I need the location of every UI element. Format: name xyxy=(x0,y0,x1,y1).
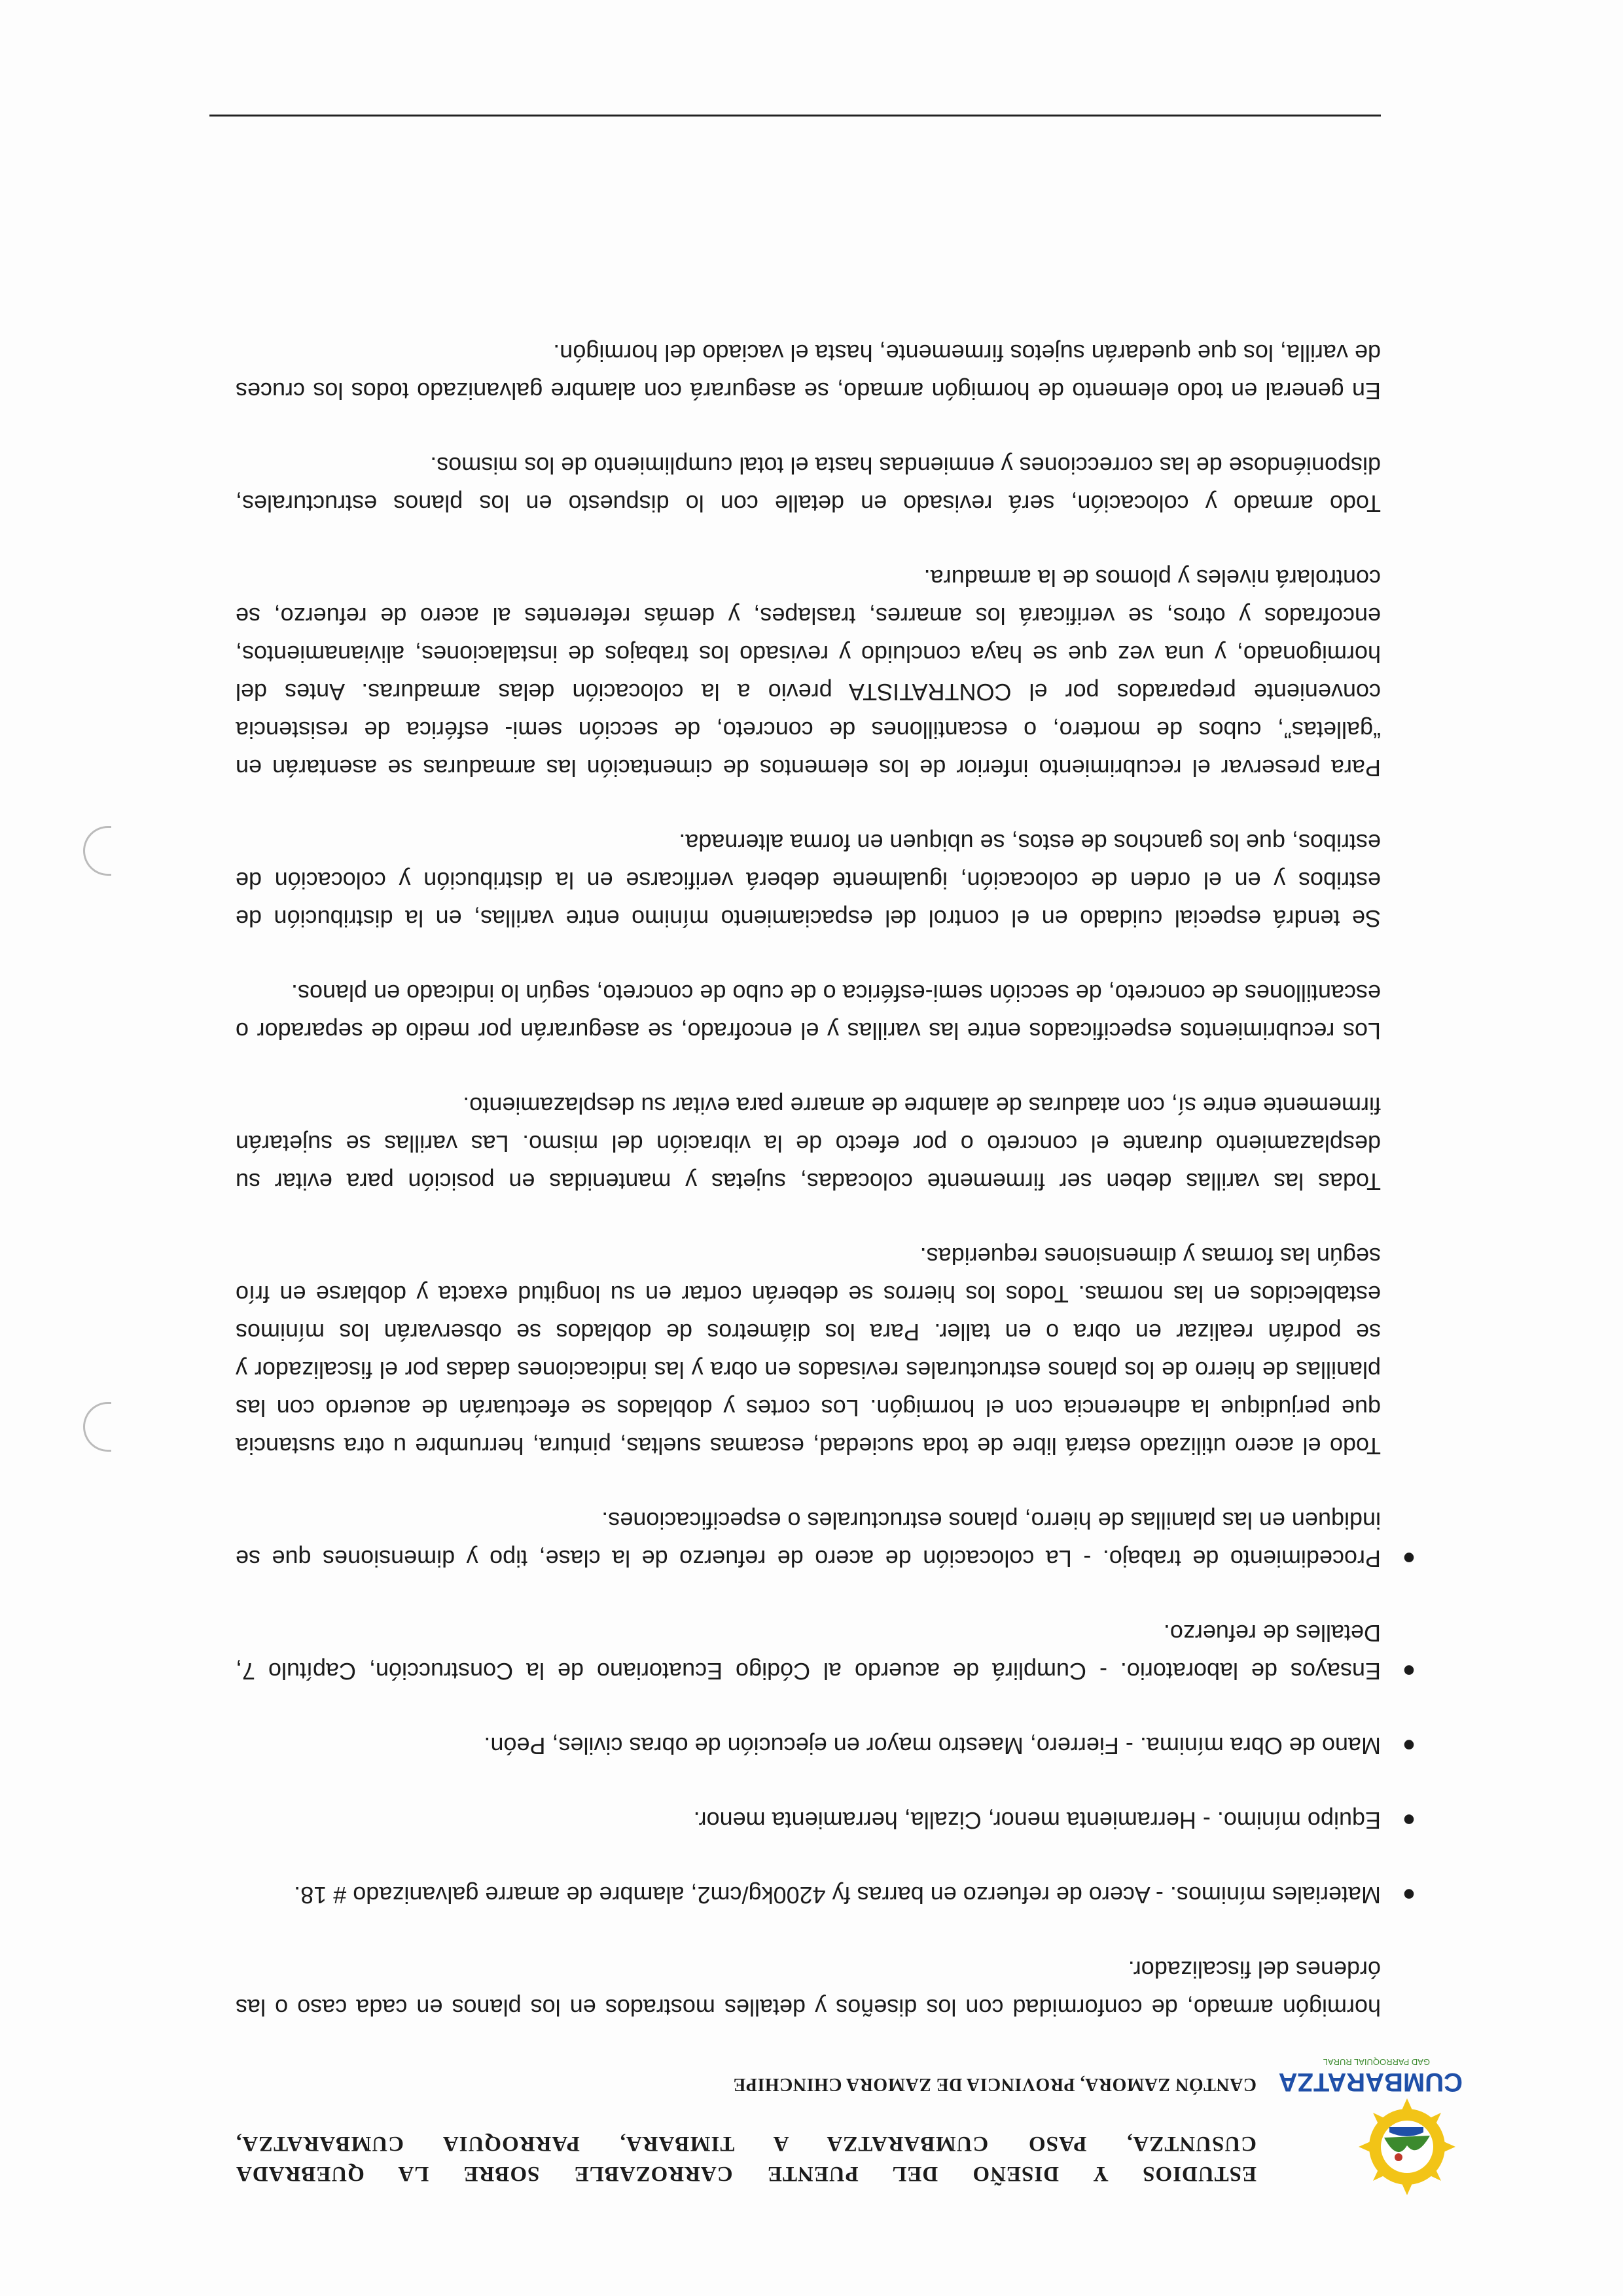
paragraph: Todas las varillas deben ser firmemente colocadas, sujetas y mantenidas en posición para evitar su desplazamiento durante el concreto o por efecto de la vibración del mismo. Las varillas se sujetarán firmemente entre sí, con ataduras de alambre de amarre para evitar su desplazamiento. xyxy=(236,1092,1381,1195)
list-item xyxy=(236,1876,1416,1914)
list-item xyxy=(236,1801,1416,1839)
specification-body xyxy=(236,297,1416,2026)
binder-hole xyxy=(83,826,111,876)
project-title-line-1: ESTUDIOS Y DISEÑO DEL PUENTE CARROZABLE SOBRE LA QUEBRADA xyxy=(236,2162,1257,2185)
paragraph: Los recubrimientos especificados entre las varillas y el encofrado, se asegurarán por medio de separador o escantillones de concreto, de sección semi-esférica o de cubo de concreto, según lo indicado en planos. xyxy=(236,980,1381,1045)
sun-emblem-icon xyxy=(1359,2098,1455,2195)
paragraph: Para preservar el recubrimiento inferior de los elementos de cimentación las armaduras se asentarán en “galletas”, cubos de mortero, o escantillones de concreto, de sección semi- esférica de resistencia conveniente preparados por el CONTRATISTA previo a la colocación delas armaduras. Antes del hormigonado, y una vez que se haya concluido y revisado los trabajos de instalaciones, alivianamientos, encofrados y otros, se verificará los amarres, traslapes, y demás referentes al acero de refuerzo, se controlará niveles y plomos de la armadura. xyxy=(236,565,1381,781)
document-header xyxy=(226,2034,1469,2198)
binder-hole xyxy=(83,1402,111,1452)
bullet-icon: ● xyxy=(1402,1659,1416,1683)
list-item xyxy=(236,1727,1416,1765)
list-item xyxy=(236,1501,1416,1577)
project-title-line-2: CUSUNTZA, PASO CUMBARATZA A TIMBARA, PARROQUIA CUMBARATZA, xyxy=(236,2132,1257,2155)
bullet-icon: ● xyxy=(1402,1733,1416,1758)
requirements-list xyxy=(236,1501,1416,1914)
list-item-text: Mano de Obra mínima. - Fierrero, Maestro mayor en ejecución de obras civiles, Peón. xyxy=(484,1732,1381,1759)
list-item-text: Equipo mínimo. - Herramienta menor, Cizalla, herramienta menor. xyxy=(693,1807,1381,1834)
bullet-icon: ● xyxy=(1402,1808,1416,1833)
logo-wordmark: CUMBARATZA xyxy=(1278,2068,1463,2096)
list-item xyxy=(236,1614,1416,1690)
paragraph: Se tendrá especial cuidado en el control del espaciamiento mínimo entre varillas, en la distribución de estribos y en el orden de colocación, igualmente deberá verificarse en la distribución y colocación de estribos, que los ganchos de estos, se ubiquen en forma alternada. xyxy=(236,829,1381,932)
bullet-icon: ● xyxy=(1402,1546,1416,1571)
cumbaratza-logo xyxy=(1273,2054,1469,2198)
project-location: CANTÓN ZAMORA, PROVINCIA DE ZAMORA CHINCHIPE xyxy=(733,2074,1257,2094)
project-title xyxy=(236,2128,1257,2189)
list-item-text: Ensayos de laboratorio. - Cumplirá de acuerdo al Código Ecuatoriano de la Construcción, Capítulo 7, Detalles de refuerzo. xyxy=(236,1620,1381,1685)
paragraph: Todo armado y colocación, será revisado en detalle con lo dispuesto en los planos estructurales, disponiéndose de las correcciones y enmiendas hasta el total cumplimiento de los mismos. xyxy=(236,452,1381,517)
bullet-icon: ● xyxy=(1402,1882,1416,1907)
paragraph: En general en todo elemento de hormigón armado, se asegurará con alambre galvanizado todos los cruces de varilla, los que quedarán sujetos firmemente, hasta el vaciado del hormigón. xyxy=(236,340,1381,404)
list-item-text: Procedimiento de trabajo. - La colocación de acero de refuerzo de la clase, tipo y dimensiones que se indiquen en las planillas de hierro, planos estructurales o especificaciones. xyxy=(236,1507,1381,1572)
list-item-text: Materiales mínimos. - Acero de refuerzo en barras fy 4200kg/cm2, alambre de amarre galvanizado # 18. xyxy=(294,1882,1381,1909)
intro-paragraph: hormigón armado, de conformidad con los diseños y detalles mostrados en los planos en cada caso o las órdenes del fiscalizador. xyxy=(236,1956,1381,2021)
logo-tagline: GAD PARROQUIAL RURAL xyxy=(1323,2057,1430,2067)
footer-rule xyxy=(209,115,1381,117)
paragraph: Todo el acero utilizado estará libre de toda suciedad, escamas sueltas, pintura, herrumbre u otra sustancia que perjudique la adherencia con el hormigón. Los cortes y doblados se efectuarán de acuerdo con las planillas de hierro de los planos estructurales revisados en obra y las indicaciones dadas por el fiscalizador y se podrán realizar en obra o en taller. Para los diámetros de doblados se observarán los mínimos establecidos en las normas. Todos los hierros se deberán cortar en su longitud exacta y doblarse en frío según las formas y dimensiones requeridas. xyxy=(236,1243,1381,1460)
